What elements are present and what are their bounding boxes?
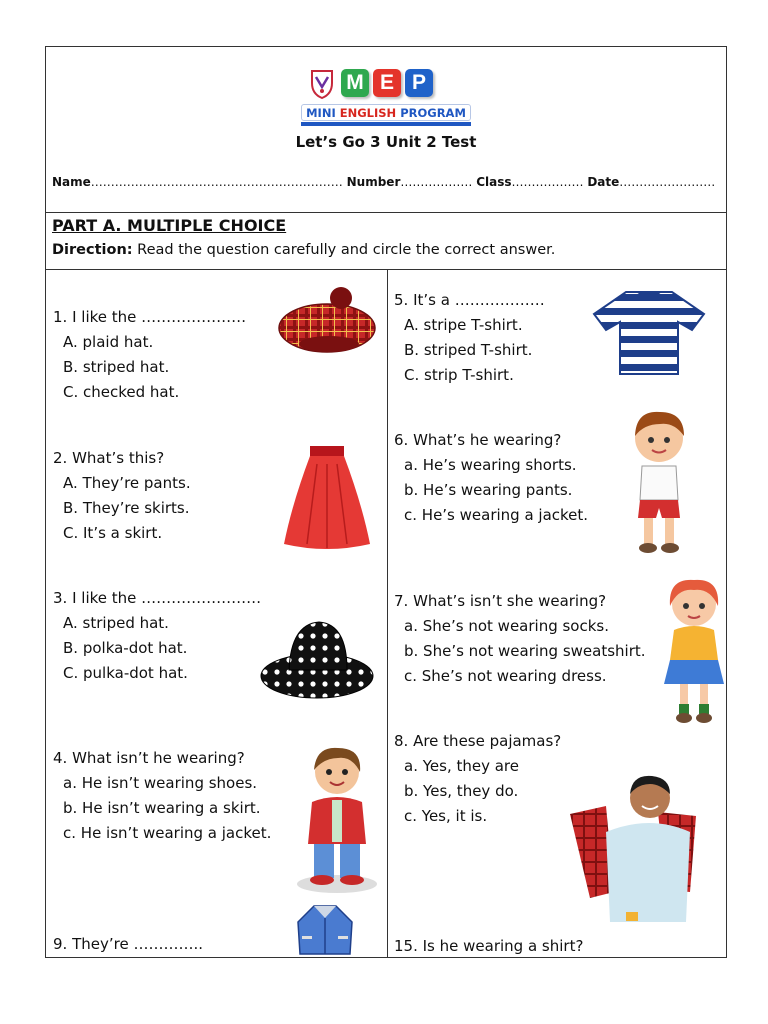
banner-word-english: ENGLISH [339,106,397,120]
direction-body: Read the question carefully and circle the correct answer. [132,242,556,258]
logo-ribbon [301,122,471,126]
man-pajamas-icon [566,772,700,940]
banner-word-mini: MINI [306,106,336,120]
question-8-option-b[interactable]: b. Yes, they do. [404,782,519,800]
polka-dot-hat-icon [259,618,375,700]
question-15 [394,934,583,959]
question-15-stem: 15. Is he wearing a shirt? [394,937,584,955]
question-5-option-b[interactable]: B. striped T-shirt. [404,341,533,359]
logo-letter-e: E [373,69,401,97]
header-section [46,47,726,213]
question-8 [394,729,561,829]
question-4-option-c[interactable]: c. He isn’t wearing a jacket. [63,824,272,842]
question-8-option-a[interactable]: a. Yes, they are [404,757,519,775]
question-1-option-b[interactable]: B. striped hat. [63,358,170,376]
student-info-line [52,175,715,189]
question-3-option-b[interactable]: B. polka-dot hat. [63,639,188,657]
logo-letter-p: P [405,69,433,97]
question-6-option-c[interactable]: c. He’s wearing a jacket. [404,506,589,524]
striped-tshirt-icon [592,290,706,376]
question-1 [53,305,246,405]
direction-label: Direction: [52,242,133,258]
question-1-option-c[interactable]: C. checked hat. [63,383,180,401]
logo-banner [301,104,471,121]
question-2 [53,446,191,546]
mep-logo [301,67,471,127]
question-2-option-b[interactable]: B. They’re skirts. [63,499,190,517]
boy-jacket-icon [294,744,380,896]
question-5-option-a[interactable]: A. stripe T-shirt. [404,316,523,334]
question-7-option-b[interactable]: b. She’s not wearing sweatshirt. [404,642,646,660]
question-3-option-a[interactable]: A. striped hat. [63,614,169,632]
question-6-option-a[interactable]: a. He’s wearing shorts. [404,456,577,474]
question-1-option-a[interactable]: A. plaid hat. [63,333,154,351]
direction-text [52,242,555,258]
part-title: PART A. MULTIPLE CHOICE [52,216,287,235]
question-1-stem: 1. I like the ………………… [53,308,247,326]
name-field[interactable]: ……………………………………………………… [90,175,343,189]
question-9 [53,932,203,957]
number-label: Number [346,175,401,189]
question-5 [394,288,545,388]
test-title: Let’s Go 3 Unit 2 Test [295,133,477,151]
question-2-option-a[interactable]: A. They’re pants. [63,474,191,492]
question-7-option-a[interactable]: a. She’s not wearing socks. [404,617,609,635]
question-4-option-b[interactable]: b. He isn’t wearing a skirt. [63,799,261,817]
name-label: Name [52,175,91,189]
question-9-stem: 9. They’re ………….. [53,935,203,953]
boy-shorts-icon [624,408,694,558]
question-4-option-a[interactable]: a. He isn’t wearing shoes. [63,774,258,792]
question-8-stem: 8. Are these pajamas? [394,732,562,750]
girl-sweater-icon [660,576,728,726]
question-5-option-c[interactable]: C. strip T-shirt. [404,366,514,384]
jacket-icon [294,902,356,958]
question-6 [394,428,588,528]
question-7 [394,589,646,689]
question-7-option-c[interactable]: c. She’s not wearing dress. [404,667,607,685]
question-2-stem: 2. What’s this? [53,449,165,467]
question-4-stem: 4. What isn’t he wearing? [53,749,245,767]
question-5-stem: 5. It’s a ……………… [394,291,545,309]
question-3-option-c[interactable]: C. pulka-dot hat. [63,664,188,682]
column-divider [387,269,388,957]
class-field[interactable]: ……………… [511,175,584,189]
question-7-stem: 7. What’s isn’t she wearing? [394,592,607,610]
question-3-stem: 3. I like the …………………… [53,589,262,607]
question-8-option-c[interactable]: c. Yes, it is. [404,807,488,825]
question-3 [53,586,261,686]
question-4 [53,746,271,846]
banner-word-program: PROGRAM [400,106,466,120]
red-skirt-icon [282,444,372,552]
question-6-stem: 6. What’s he wearing? [394,431,562,449]
class-label: Class [476,175,512,189]
date-label: Date [587,175,620,189]
date-field[interactable]: …………………… [619,175,716,189]
number-field[interactable]: ……………… [400,175,473,189]
question-2-option-c[interactable]: C. It’s a skirt. [63,524,163,542]
plaid-beret-icon [277,286,377,358]
question-6-option-b[interactable]: b. He’s wearing pants. [404,481,573,499]
school-crest-icon [309,69,335,99]
logo-letter-m: M [341,69,369,97]
